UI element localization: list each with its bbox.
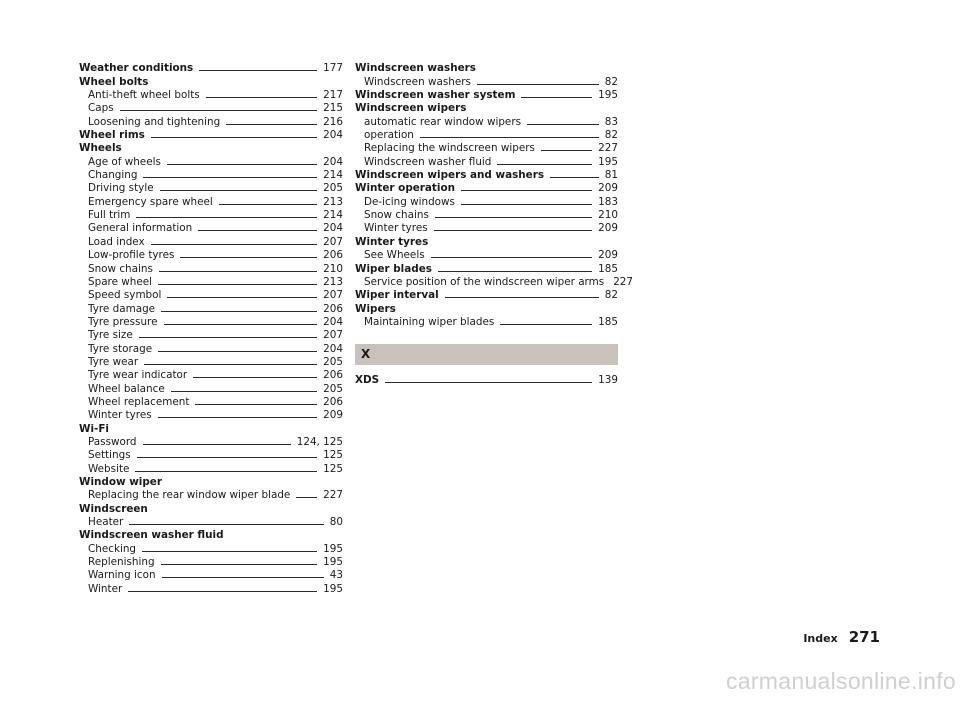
leader-line [198,230,317,231]
page-reference[interactable]: 206 [323,302,343,315]
leader-line [497,164,592,165]
index-subentry[interactable] [79,301,343,314]
leader-line [461,190,592,191]
entry-term: Replacing the windscreen wipers [364,142,535,155]
entry-term: Windscreen washers [364,75,471,88]
page-reference[interactable]: 207 [323,235,343,248]
index-subentry[interactable] [355,128,618,141]
leader-line [136,217,317,218]
entry-term: Winter tyres [88,409,152,422]
leader-line [541,150,592,151]
entry-term: Windscreen washer fluid [79,529,224,542]
page-reference[interactable]: 210 [598,209,618,222]
index-subentry[interactable] [79,221,343,234]
entry-term: operation [364,129,414,142]
entry-term: Full trim [88,209,131,222]
index-entry [79,475,343,488]
page-reference[interactable]: 195 [598,155,618,168]
index-column-right [355,61,634,387]
leader-line [129,524,323,525]
index-subentry[interactable] [79,435,343,448]
leader-line [158,351,317,352]
entry-term: Heater [88,516,124,529]
page-reference[interactable]: 82 [604,129,618,142]
leader-line [143,177,317,178]
index-subentry[interactable] [79,581,343,594]
leader-line [164,324,318,325]
page-reference[interactable]: 207 [323,329,343,342]
page-reference[interactable]: 204 [323,129,343,142]
page-reference[interactable]: 81 [604,169,618,182]
entry-term: Tyre pressure [88,315,158,328]
entry-term: Changing [88,169,138,182]
entry-term: Windscreen wipers and washers [355,169,545,182]
entry-term: Winter [88,582,123,595]
page-reference[interactable]: 205 [323,382,343,395]
index-entry [79,501,343,514]
page-reference[interactable]: 209 [598,182,618,195]
leader-line [162,577,324,578]
page-reference[interactable]: 214 [323,169,343,182]
entry-term: Wheel replacement [88,395,190,408]
entry-term: Wiper interval [355,289,439,302]
index-entry [355,101,618,114]
index-entry[interactable] [355,288,618,301]
leader-line [158,284,317,285]
page-reference[interactable]: 195 [323,582,343,595]
page-reference[interactable]: 204 [323,222,343,235]
entry-term: Tyre wear indicator [88,369,188,382]
leader-line [120,110,318,111]
index-subentry[interactable] [79,381,343,394]
entry-term: Snow chains [88,262,153,275]
page-reference[interactable]: 204 [323,155,343,168]
leader-line [167,164,317,165]
entry-term: Replenishing [88,556,155,569]
leader-line [160,190,318,191]
index-subentry[interactable] [355,275,634,288]
leader-line [159,271,317,272]
page-reference[interactable]: 195 [323,556,343,569]
leader-line [180,257,317,258]
entry-term: Wheel balance [88,382,165,395]
page-reference[interactable]: 227 [323,489,343,502]
index-entry[interactable] [79,61,343,74]
entry-term: Weather conditions [79,62,194,75]
leader-line [438,271,592,272]
index-subentry[interactable] [79,234,343,247]
index-subentry[interactable] [79,194,343,207]
leader-line [206,97,317,98]
entry-term: Service position of the windscreen wiper arms [364,275,605,288]
index-subentry[interactable] [355,141,618,154]
leader-line [142,551,317,552]
page-reference[interactable]: 139 [598,374,618,387]
page-reference[interactable]: 82 [604,75,618,88]
entry-term: automatic rear window wipers [364,115,522,128]
index-subentry[interactable] [355,154,618,167]
entry-term: Windscreen washer fluid [364,155,492,168]
page-reference[interactable]: 124, 125 [296,435,343,448]
leader-line [151,137,317,138]
index-letter: X [361,347,371,362]
page-reference[interactable]: 205 [323,182,343,195]
page-reference[interactable]: 217 [323,89,343,102]
index-letter-heading [355,344,618,365]
page-reference[interactable]: 216 [323,115,343,128]
index-entry [79,74,343,87]
entry-term: Load index [88,235,145,248]
page-reference[interactable]: 206 [323,395,343,408]
page-reference[interactable]: 213 [323,195,343,208]
entry-term: Tyre storage [88,342,153,355]
entry-term: Age of wheels [88,155,161,168]
entry-term: Emergency spare wheel [88,195,213,208]
leader-line [461,204,592,205]
index-subentry[interactable] [79,408,343,421]
leader-line [144,364,317,365]
page-reference[interactable]: 215 [323,102,343,115]
entry-term: Window wiper [79,476,162,488]
index-subentry[interactable] [355,74,618,87]
index-column-left [79,61,343,595]
index-subentry[interactable] [79,181,343,194]
index-subentry[interactable] [79,515,343,528]
index-subentry[interactable] [79,368,343,381]
index-subentry[interactable] [79,101,343,114]
index-entry[interactable] [355,168,618,181]
leader-line [128,591,317,592]
leader-line [385,382,592,383]
entry-term: Wheel bolts [79,75,149,88]
leader-line [193,377,317,378]
leader-line [137,457,318,458]
index-entry[interactable] [355,88,618,101]
entry-term: Settings [88,449,131,462]
index-subentry[interactable] [79,248,343,261]
leader-line [167,297,317,298]
index-subentry[interactable] [79,315,343,328]
index-entry [355,301,618,314]
entry-term: Windscreen wipers [355,102,467,115]
page-reference[interactable]: 185 [598,315,618,328]
index-subentry[interactable] [355,208,618,221]
index-subentry[interactable] [79,168,343,181]
entry-term: Checking [88,542,137,555]
entry-term: Anti-theft wheel bolts [88,89,200,102]
watermark-text: carmanualsonline.info [725,668,956,694]
page-reference[interactable]: 209 [323,409,343,422]
index-subentry[interactable] [79,541,343,554]
leader-line [199,70,317,71]
entry-term: Winter operation [355,182,455,195]
leader-line [171,391,317,392]
page-reference[interactable]: 195 [598,89,618,102]
index-subentry[interactable] [79,88,343,101]
leader-line [445,297,599,298]
entry-term: Windscreen [79,502,148,515]
leader-line [161,311,317,312]
page-reference[interactable]: 82 [604,289,618,302]
entry-term: Snow chains [364,209,429,222]
entry-term: Wheel rims [79,129,145,142]
index-subentry[interactable] [79,461,343,474]
page-reference[interactable]: 206 [323,249,343,262]
entry-term: Password [88,435,137,448]
entry-term: Warning icon [88,569,156,582]
page-reference[interactable]: 205 [323,355,343,368]
entry-term: Winter tyres [364,222,428,235]
page-reference[interactable]: 210 [323,262,343,275]
page-reference[interactable]: 125 [323,449,343,462]
leader-line [161,564,318,565]
leader-line [420,137,599,138]
entry-term: Spare wheel [88,275,153,288]
index-entry[interactable] [355,181,618,194]
entry-term: Wiper blades [355,262,432,275]
index-subentry[interactable] [79,154,343,167]
index-subentry[interactable] [79,488,343,501]
leader-line [226,124,317,125]
entry-term: Loosening and tightening [88,115,221,128]
page-reference[interactable]: 209 [598,222,618,235]
leader-line [477,84,599,85]
index-entry[interactable] [355,373,618,386]
leader-line [219,204,317,205]
page-reference[interactable]: 43 [329,569,343,582]
index-entry [355,234,618,247]
index-subentry[interactable] [355,248,618,261]
page-reference[interactable]: 177 [323,62,343,75]
page-reference[interactable]: 209 [598,249,618,262]
index-subentry[interactable] [355,221,618,234]
index-subentry[interactable] [355,194,618,207]
index-subentry[interactable] [79,395,343,408]
leader-line [143,444,291,445]
entry-term: Windscreen washers [355,62,476,75]
page-reference[interactable]: 227 [598,142,618,155]
leader-line [135,471,317,472]
entry-term: Replacing the rear window wiper blade [88,489,291,502]
entry-term: Tyre wear [88,355,139,368]
entry-term: Maintaining wiper blades [364,315,495,328]
index-subentry[interactable] [355,114,618,127]
page-reference[interactable]: 183 [598,195,618,208]
leader-line [158,417,318,418]
leader-line [296,497,317,498]
leader-line [139,337,317,338]
leader-line [435,217,592,218]
index-subentry[interactable] [79,555,343,568]
index-subentry[interactable] [79,328,343,341]
index-subentry[interactable] [79,288,343,301]
index-entry [79,528,343,541]
leader-line [434,230,593,231]
index-subentry[interactable] [79,275,343,288]
index-subentry[interactable] [79,208,343,221]
page-number: 271 [848,628,880,646]
index-subentry[interactable] [79,568,343,581]
entry-term: De-icing windows [364,195,455,208]
page-reference[interactable]: 195 [323,542,343,555]
leader-line [195,404,317,405]
leader-line [527,124,599,125]
index-entry [79,421,343,434]
entry-term: General information [88,222,193,235]
entry-term: Tyre damage [88,302,156,315]
index-subentry[interactable] [79,261,343,274]
index-entry [79,141,343,154]
page-reference[interactable]: 125 [323,462,343,475]
page-reference[interactable]: 213 [323,275,343,288]
leader-line [500,324,592,325]
entry-term: Driving style [88,182,154,195]
leader-line [521,97,592,98]
index-subentry[interactable] [79,448,343,461]
index-entry [355,61,618,74]
entry-term: See Wheels [364,249,425,262]
entry-term: Speed symbol [88,289,162,302]
entry-term: Low-profile tyres [88,249,175,262]
index-subentry[interactable] [79,355,343,368]
index-subentry[interactable] [355,315,618,328]
page-reference[interactable]: 204 [323,342,343,355]
entry-term: Caps [88,102,114,115]
page-reference[interactable]: 80 [329,516,343,529]
leader-line [431,257,593,258]
page-reference[interactable]: 207 [323,289,343,302]
entry-term: Wipers [355,302,396,315]
page-reference[interactable]: 206 [323,369,343,382]
entry-term: Windscreen washer system [355,89,516,102]
page-reference[interactable]: 185 [598,262,618,275]
entry-term: Tyre size [88,329,133,342]
page-reference[interactable]: 227 [613,275,634,288]
entry-term: XDS [355,374,380,387]
page-reference[interactable]: 204 [323,315,343,328]
page-reference[interactable]: 214 [323,209,343,222]
page-footer [803,628,880,646]
index-entry[interactable] [355,261,618,274]
footer-section-label: Index [803,632,838,645]
leader-line [151,244,318,245]
entry-term: Wi-Fi [79,422,109,435]
entry-term: Website [88,462,130,475]
leader-line [550,177,599,178]
index-subentry[interactable] [79,114,343,127]
index-subentry[interactable] [79,341,343,354]
index-entry[interactable] [79,128,343,141]
page-reference[interactable]: 83 [604,115,618,128]
entry-term: Wheels [79,142,122,155]
entry-term: Winter tyres [355,235,429,248]
